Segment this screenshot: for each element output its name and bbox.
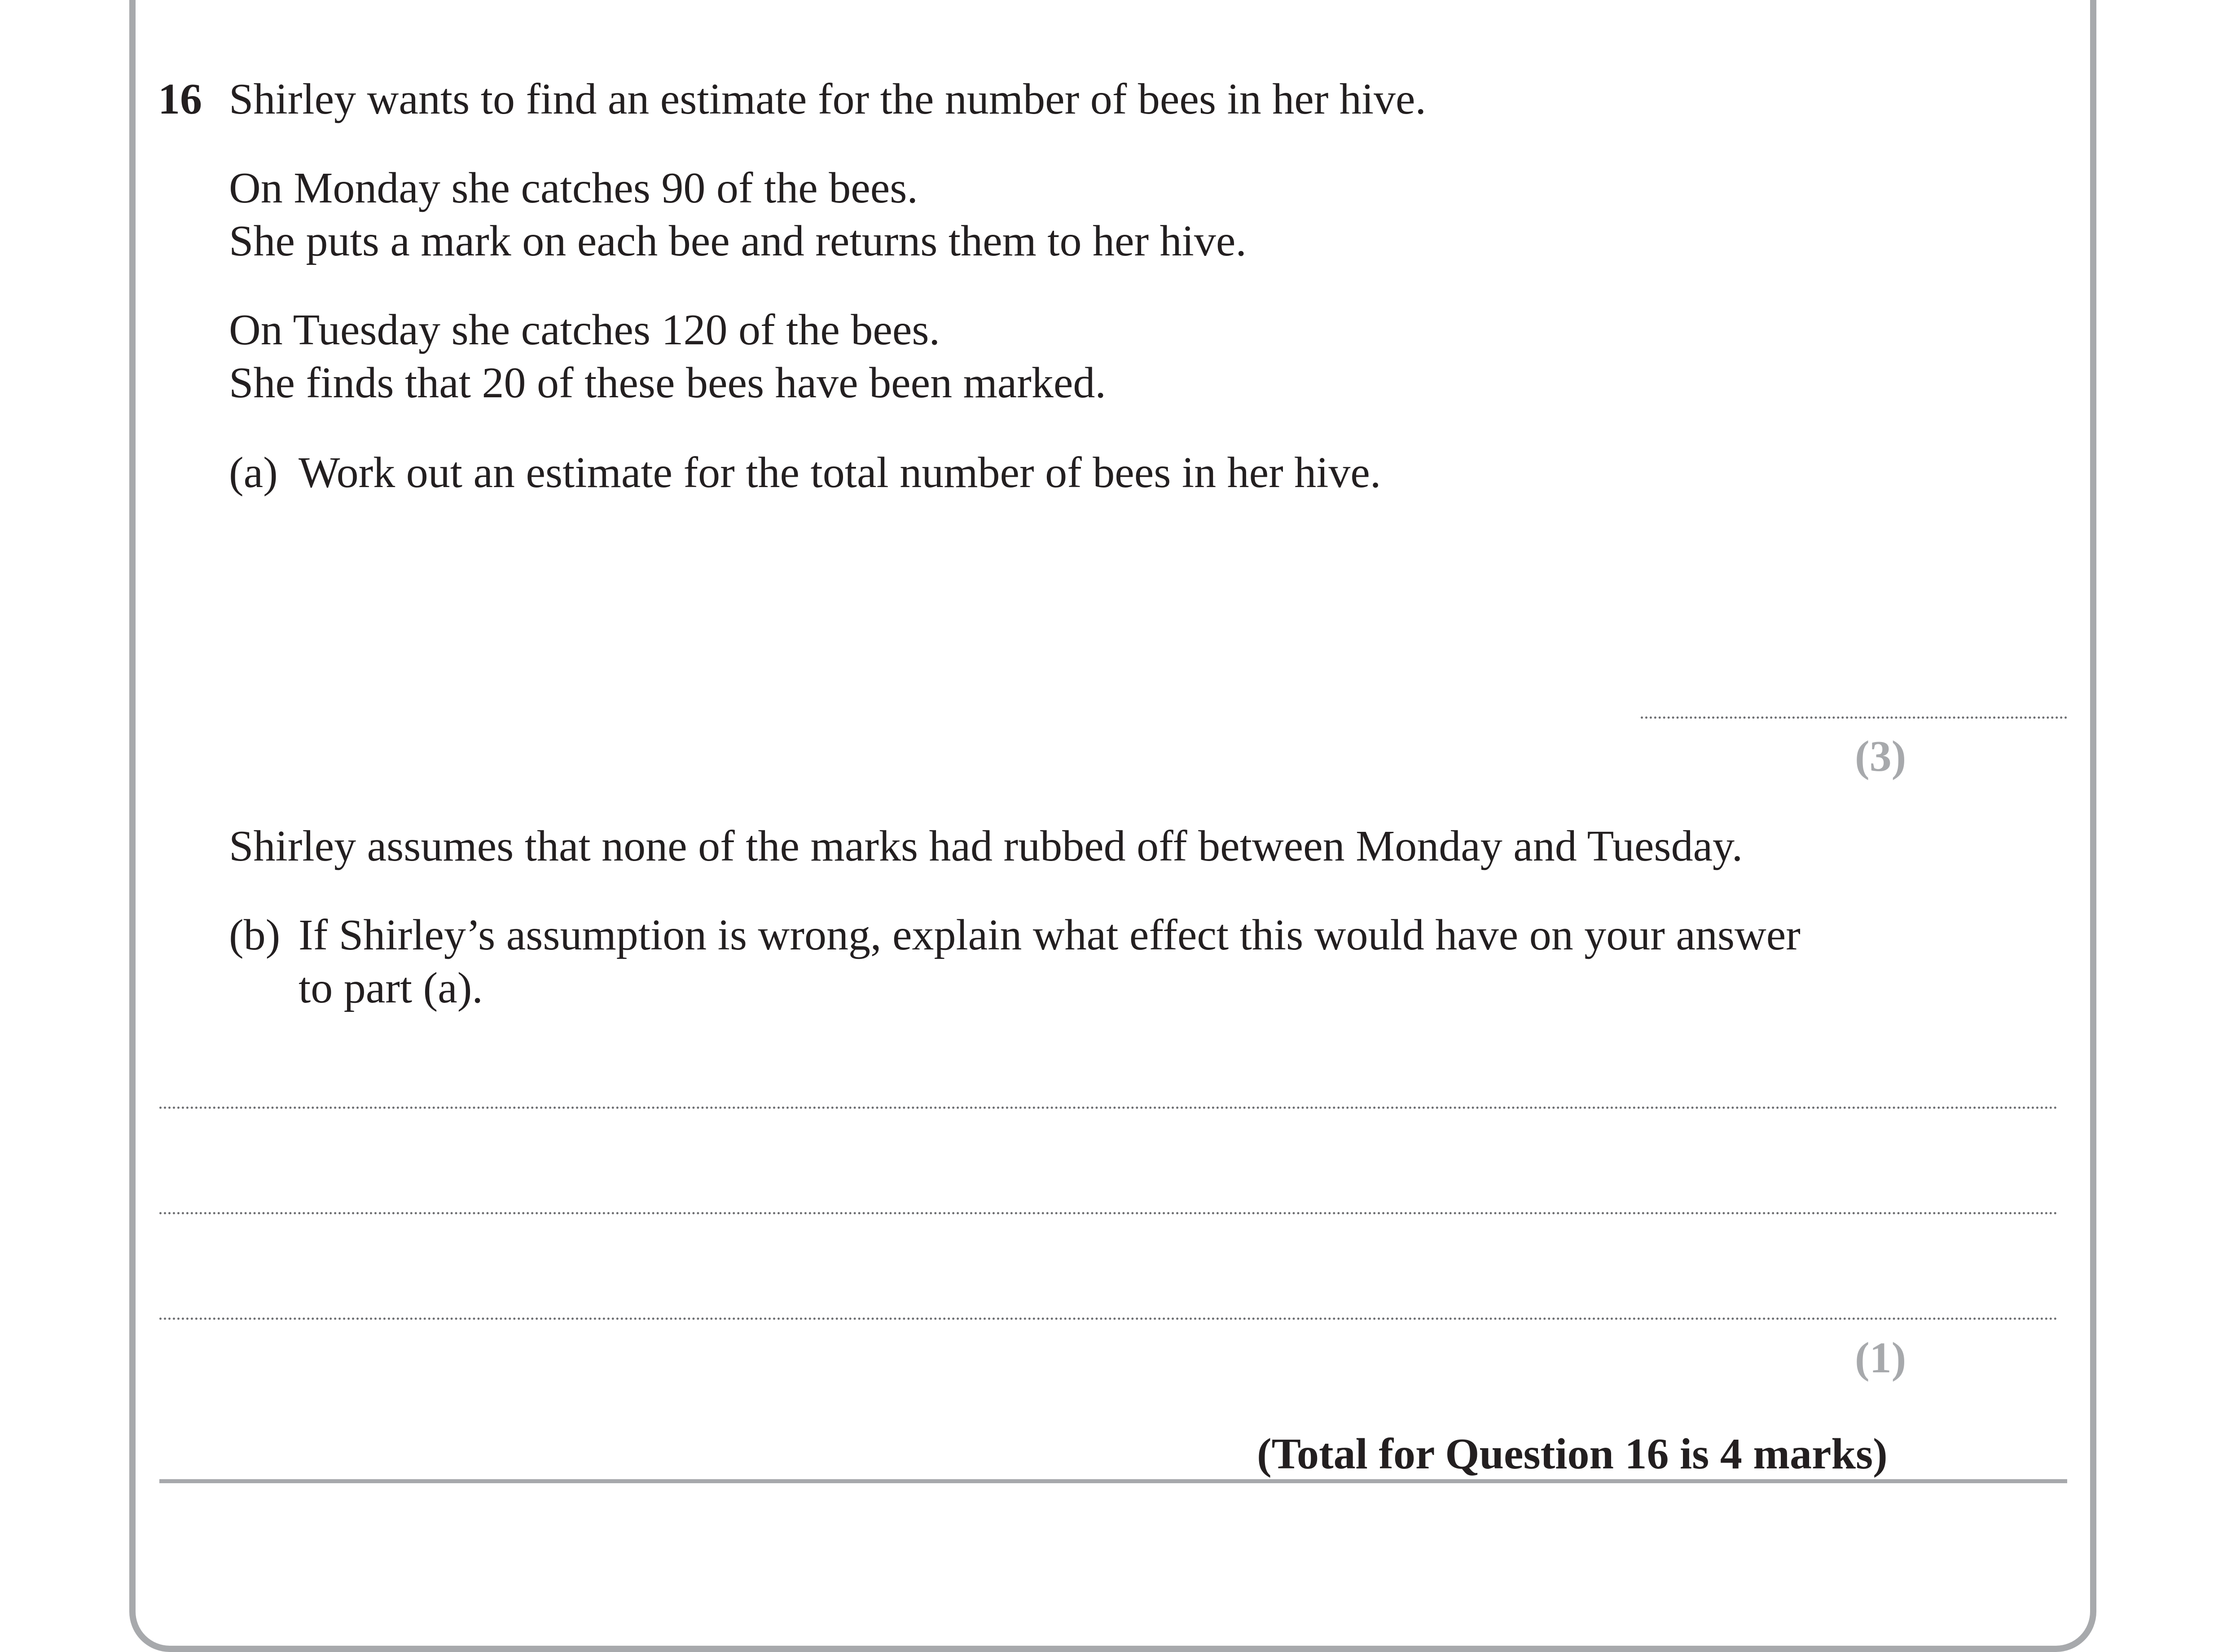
tuesday-line-2: She finds that 20 of these bees have been marked. xyxy=(229,359,1106,407)
total-underline xyxy=(159,1479,2067,1483)
part-a-answer-line[interactable] xyxy=(1641,716,2067,719)
part-b-answer-line-1[interactable] xyxy=(159,1107,2058,1109)
part-b-label: (b) xyxy=(229,911,281,959)
part-b-text-line-1: If Shirley’s assumption is wrong, explain what effect this would have on your answer xyxy=(299,911,1801,959)
part-b-text-line-2: to part (a). xyxy=(299,964,483,1012)
tuesday-line-1: On Tuesday she catches 120 of the bees. xyxy=(229,306,940,354)
part-a-text: Work out an estimate for the total number of bees in her hive. xyxy=(299,448,1381,497)
question-number: 16 xyxy=(158,75,202,123)
monday-line-1: On Monday she catches 90 of the bees. xyxy=(229,164,918,212)
part-a-label: (a) xyxy=(229,448,278,497)
part-b-marks: (1) xyxy=(1855,1334,1906,1382)
assumption-text: Shirley assumes that none of the marks had rubbed off between Monday and Tuesday. xyxy=(229,822,1743,870)
part-b-answer-line-2[interactable] xyxy=(159,1212,2058,1214)
monday-line-2: She puts a mark on each bee and returns them to her hive. xyxy=(229,217,1247,265)
part-b-answer-line-3[interactable] xyxy=(159,1318,2058,1320)
question-intro: Shirley wants to find an estimate for the number of bees in her hive. xyxy=(229,75,1427,123)
question-total: (Total for Question 16 is 4 marks) xyxy=(1257,1430,1888,1478)
part-a-marks: (3) xyxy=(1855,732,1906,781)
